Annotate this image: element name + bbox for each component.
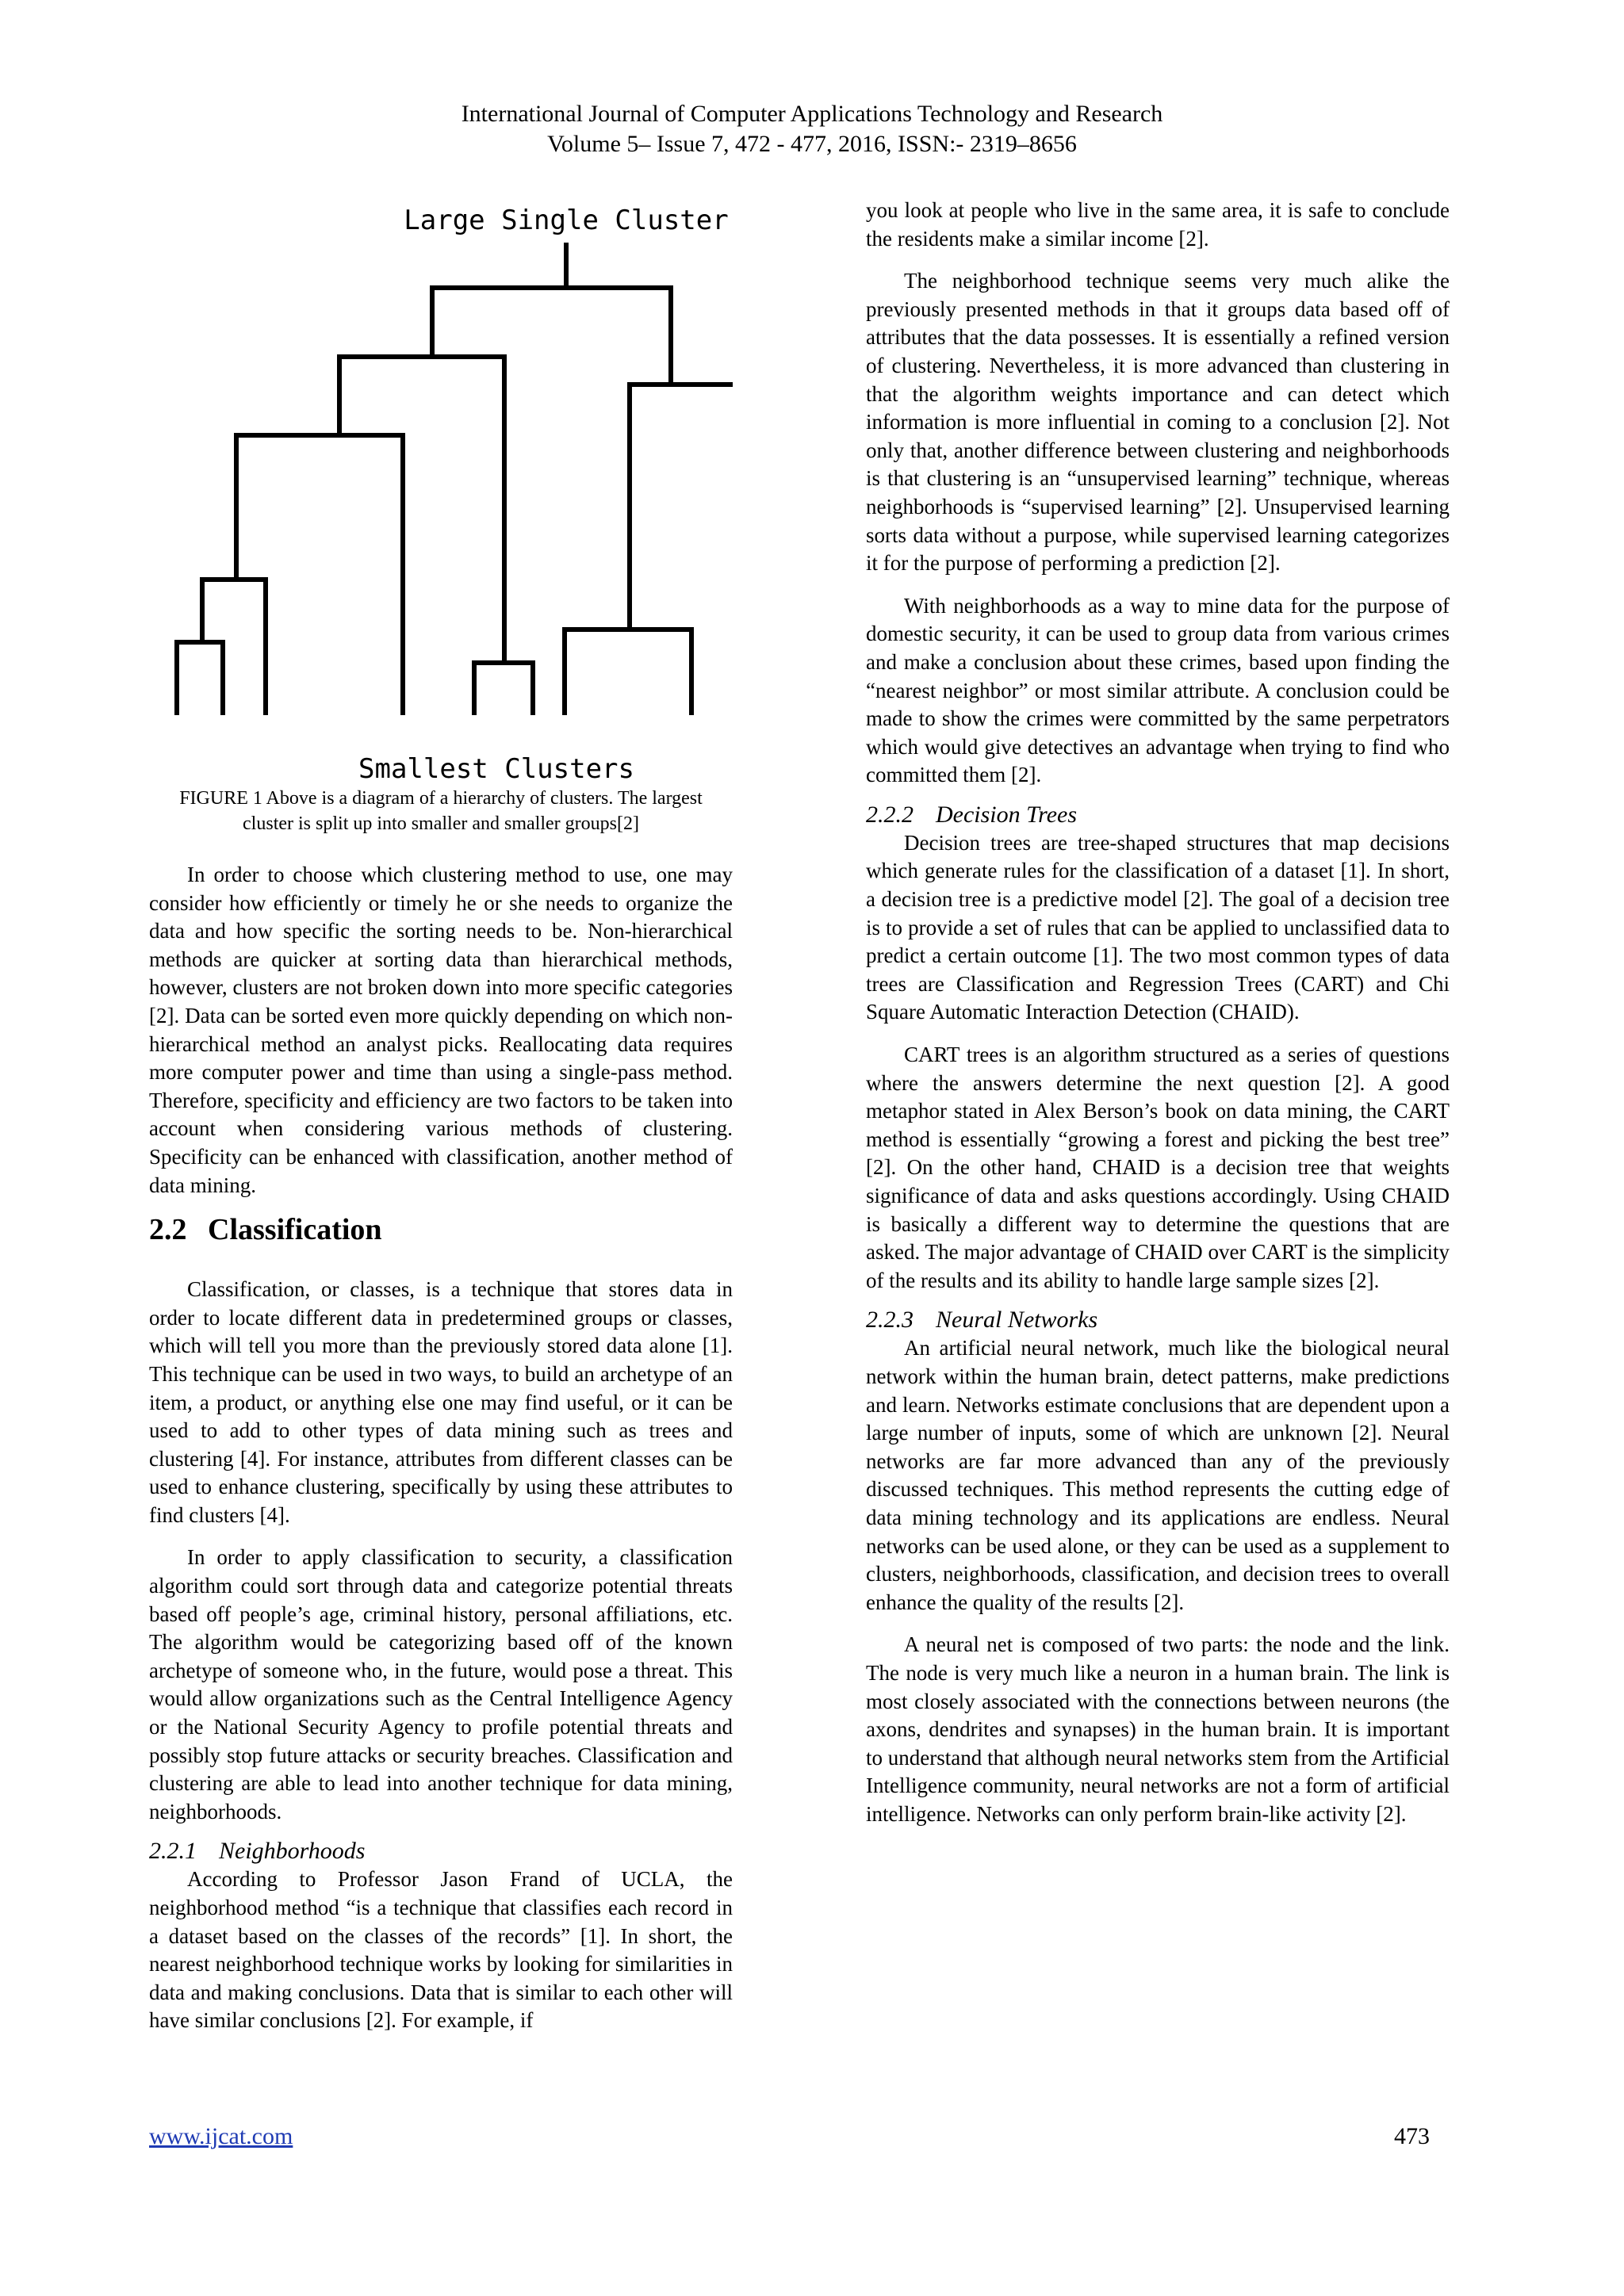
paragraph: According to Professor Jason Frand of UCLA, the neighborhood method “is a technique that classifies each record in a dataset based on the classes of the records” [1]. In short, the nearest neighborhood technique works by looking for similarities in data and making conclusions. Data that is similar to each other will have similar conclusions [2]. For example, if: [149, 1867, 733, 2033]
section-heading: [149, 1212, 733, 1247]
large-single-cluster-label: Large Single Cluster: [404, 205, 729, 236]
paragraph: A neural net is composed of two parts: the node and the link. The node is very much like a neuron in a human brain. The link is most closely associated with the connections between neurons (the axons, dendrites and synapses) in the human brain. It is important to understand that although neural networks stem from the Artificial Intelligence community, neural networks are not a form of artificial intelligence. Networks can only perform brain-like activity [2].: [866, 1632, 1450, 1826]
dendrogram-lines: [177, 245, 733, 713]
paragraph: you look at people who live in the same area, it is safe to conclude the residents make a similar income [2].: [866, 198, 1450, 251]
section-number: 2.2: [149, 1213, 187, 1247]
subsection-number: 2.2.3: [866, 1307, 914, 1334]
caption-line-2: cluster is split up into smaller and smaller groups[2]: [243, 813, 639, 834]
subsection-heading: [866, 1306, 1450, 1334]
right-column: [866, 197, 1450, 1828]
paragraph: CART trees is an algorithm structured as a series of questions where the answers determine the next question [2]. A good metaphor stated in Alex Berson’s book on data mining, the CART method is essentially “growing a forest and picking the best tree” [2]. On the other hand, CHAID is a decision tree that weights significance of data and asks questions accordingly. Using CHAID is basically a different way to determine the questions that are asked. The major advantage of CHAID over CART is the simplicity of the results and its ability to handle large sample sizes [2].: [866, 1043, 1450, 1292]
subsection-heading: [149, 1837, 733, 1866]
journal-volume: Volume 5– Issue 7, 472 - 477, 2016, ISSN:- 2319–8656: [547, 131, 1077, 157]
subsection-title: Neighborhoods: [219, 1838, 366, 1865]
journal-title: International Journal of Computer Applications Technology and Research: [461, 101, 1163, 127]
figure-caption: [149, 786, 733, 836]
paragraph: The neighborhood technique seems very much alike the previously presented methods in that it groups data based off of attributes that the data possesses. It is essentially a refined version of clustering. Nevertheless, it is more advanced than clustering in that the algorithm weights importance and can detect which information is more influential in coming to a conclusion [2]. Not only that, another difference between clustering and neighborhoods is that clustering is an “unsupervised learning” technique, whereas neighborhoods is “supervised learning” [2]. Unsupervised learning sorts data without a purpose, while supervised learning categorizes it for the purpose of performing a prediction [2].: [866, 269, 1450, 576]
paragraph: With neighborhoods as a way to mine data for the purpose of domestic security, it can be used to group data from various crimes and make a conclusion about these crimes, based upon finding the “nearest neighbor” or most similar attribute. A conclusion could be made to show the crimes were committed by the same perpetrators which would give detectives an advantage when trying to find who committed them [2].: [866, 593, 1450, 787]
cluster-hierarchy-figure: [149, 195, 733, 782]
paragraph: In order to choose which clustering method to use, one may consider how efficiently or timely he or she needs to organize the data and how specific the sorting needs to be. Non-hierarchical methods are quicker at sorting data than hierarchical methods, however, clusters are not broken down into more specific categories [2]. Data can be sorted even more quickly depending on which non-hierarchical method an analyst picks. Reallocating data requires more computer power and time than using a single-pass method. Therefore, specificity and efficiency are two factors to be taken into account when considering various methods of clustering. Specificity can be enhanced with classification, another method of data mining.: [149, 863, 733, 1197]
paragraph: In order to apply classification to security, a classification algorithm could sort through data and categorize potential threats based off people’s age, criminal history, personal affiliations, etc. The algorithm would be categorizing based off of the known archetype of someone who, in the future, would pose a threat. This would allow organizations such as the Central Intelligence Agency or the National Security Agency to profile potential threats and possibly stop future attacks or security breaches. Classification and clustering are able to lead into another technique for data mining, neighborhoods.: [149, 1545, 733, 1823]
subsection-number: 2.2.2: [866, 801, 914, 828]
caption-line-1: FIGURE 1 Above is a diagram of a hierarchy of clusters. The largest: [179, 788, 703, 809]
section-title: Classification: [208, 1213, 382, 1247]
paragraph: An artificial neural network, much like the biological neural network within the human brain, detect patterns, make predictions and learn. Networks estimate conclusions that are dependent upon a large number of inputs, some of which are unknown [2]. Neural networks are far more advanced than any of the previously discussed techniques. This method represents the cutting edge of data mining technology and its applications are endless. Neural networks can be used alone, or they can be used as a supplement to clusters, neighborhoods, classification, and decision trees to overall enhance the quality of the results [2].: [866, 1336, 1450, 1614]
page-number: 473: [1394, 2123, 1430, 2149]
subsection-title: Neural Networks: [936, 1307, 1098, 1334]
paragraph: Decision trees are tree-shaped structures that map decisions which generate rules for the classification of a dataset [1]. In short, a decision tree is a predictive model [2]. The goal of a decision tree is to provide a set of rules that can be applied to unclassified data to predict a certain outcome [1]. The two most common types of data trees are Classification and Regression Trees (CART) and Chi Square Automatic Interaction Detection (CHAID).: [866, 830, 1450, 1024]
subsection-number: 2.2.1: [149, 1838, 197, 1865]
smallest-clusters-label: Smallest Clusters: [358, 753, 634, 782]
left-column: [149, 861, 733, 2035]
subsection-heading: [866, 801, 1450, 829]
dendrogram-svg: [149, 195, 733, 782]
journal-website-link[interactable]: www.ijcat.com: [149, 2123, 293, 2149]
paragraph: Classification, or classes, is a technique that stores data in order to locate different data in predetermined groups or classes, which will tell you more than the previously stored data alone [1]. This technique can be used in two ways, to build an archetype of an item, a product, or anything else one may find useful, or it can be used to add to other types of data mining such as trees and clustering [4]. For instance, attributes from different classes can be used to enhance clustering, specifically by using these attributes to find clusters [4].: [149, 1277, 733, 1527]
subsection-title: Decision Trees: [936, 801, 1078, 828]
